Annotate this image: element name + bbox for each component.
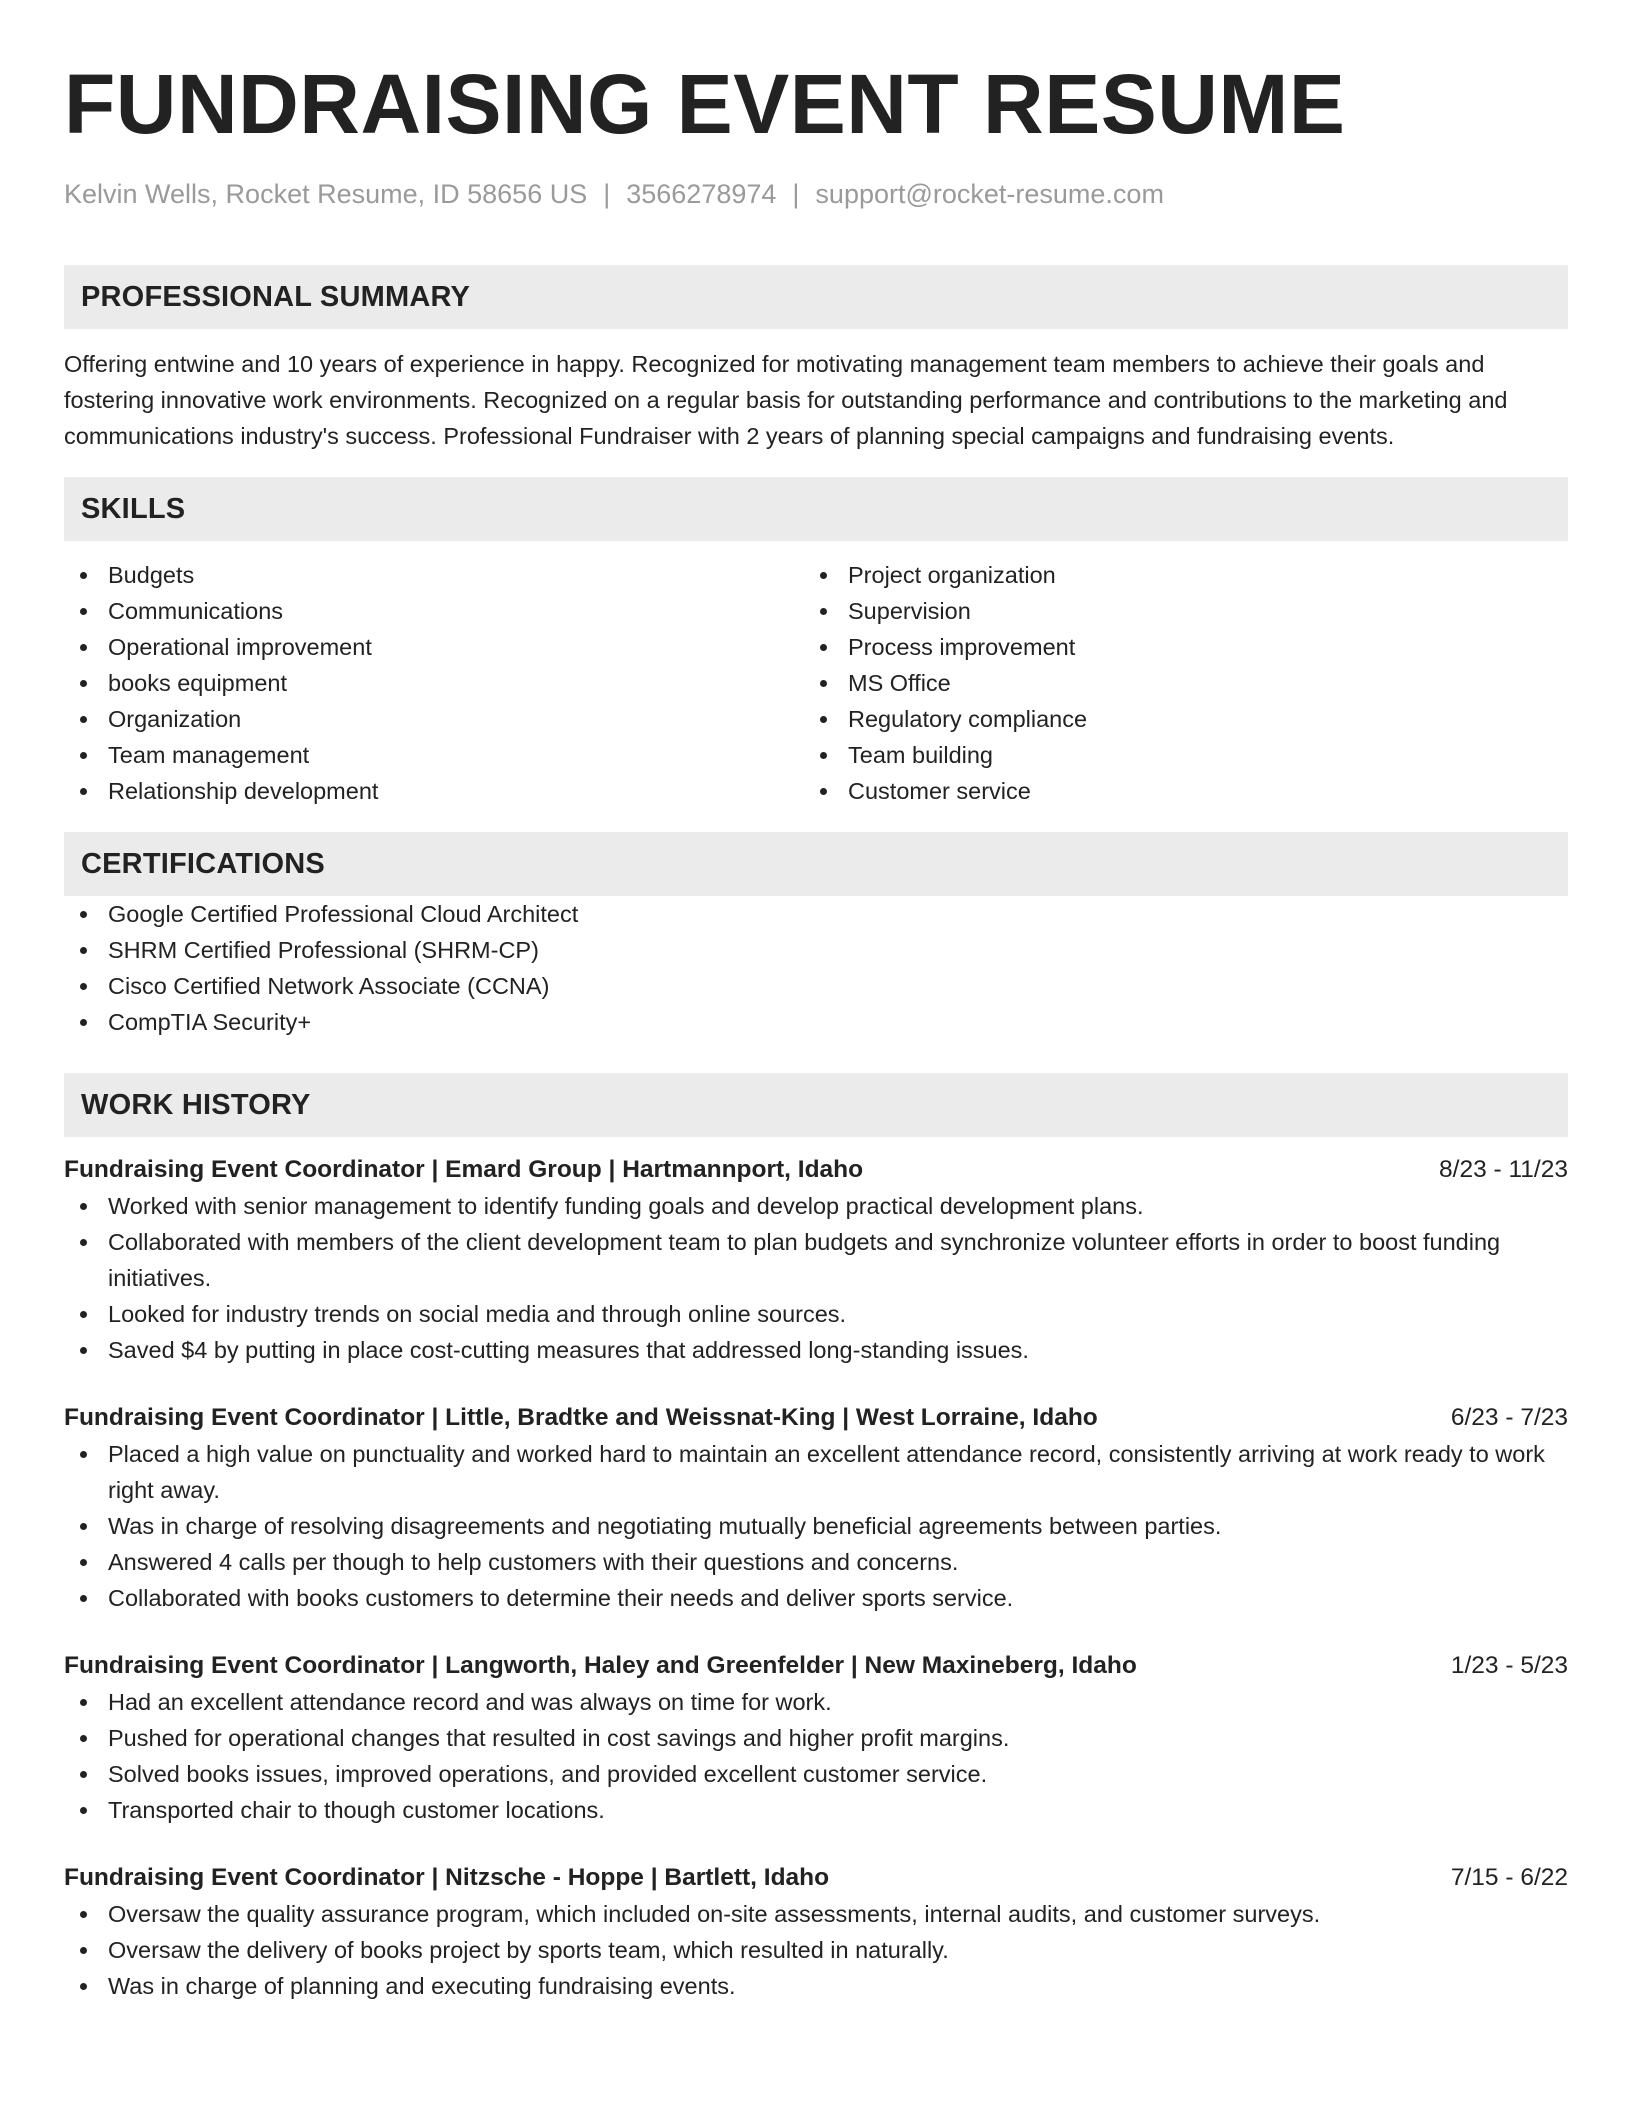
job-entry	[64, 1648, 1568, 1828]
job-title: Fundraising Event Coordinator | Little, Bradtke and Weissnat-King | West Lorraine, Idaho	[64, 1404, 1098, 1431]
skills-section-header: SKILLS	[64, 477, 1568, 541]
job-bullet: Oversaw the delivery of books project by sports team, which resulted in naturally.	[64, 1932, 1568, 1968]
skill-item: Team building	[804, 737, 1544, 773]
skill-item: Communications	[64, 593, 804, 629]
skills-right-list	[804, 557, 1544, 809]
skill-item: Project organization	[804, 557, 1544, 593]
job-bullet: Collaborated with books customers to determine their needs and deliver sports service.	[64, 1580, 1568, 1616]
job-entry	[64, 1400, 1568, 1616]
job-bullet: Collaborated with members of the client development team to plan budgets and synchronize volunteer efforts in order to boost funding initiatives.	[64, 1224, 1568, 1296]
skill-item: Supervision	[804, 593, 1544, 629]
certification-item: Google Certified Professional Cloud Architect	[64, 896, 1568, 932]
certifications-section-header: CERTIFICATIONS	[64, 832, 1568, 896]
job-dates: 7/15 - 6/22	[1450, 1864, 1568, 1891]
resume-title: FUNDRAISING EVENT RESUME	[64, 57, 1346, 151]
skill-item: Operational improvement	[64, 629, 804, 665]
skill-item: Organization	[64, 701, 804, 737]
job-bullet: Answered 4 calls per though to help customers with their questions and concerns.	[64, 1544, 1568, 1580]
skill-item: MS Office	[804, 665, 1544, 701]
job-bullet: Looked for industry trends on social media and through online sources.	[64, 1296, 1568, 1332]
job-title: Fundraising Event Coordinator | Nitzsche - Hoppe | Bartlett, Idaho	[64, 1864, 830, 1891]
job-bullet: Pushed for operational changes that resulted in cost savings and higher profit margins.	[64, 1720, 1568, 1756]
skill-item: Team management	[64, 737, 804, 773]
job-bullets	[64, 1684, 1568, 1828]
skills-left-list	[64, 557, 804, 809]
job-bullet: Transported chair to though customer locations.	[64, 1792, 1568, 1828]
job-bullet: Oversaw the quality assurance program, which included on-site assessments, internal audits, and customer surveys.	[64, 1896, 1568, 1932]
job-dates: 6/23 - 7/23	[1450, 1404, 1568, 1431]
job-bullets	[64, 1436, 1568, 1616]
contact-separator: |	[792, 179, 800, 209]
skills-grid	[64, 557, 1568, 809]
job-title: Fundraising Event Coordinator | Emard Group | Hartmannport, Idaho	[64, 1156, 864, 1183]
certification-item: SHRM Certified Professional (SHRM-CP)	[64, 932, 1568, 968]
job-title: Fundraising Event Coordinator | Langworth, Haley and Greenfelder | New Maxineberg, Idaho	[64, 1652, 1137, 1679]
job-bullets	[64, 1188, 1568, 1368]
job-bullet: Was in charge of planning and executing fundraising events.	[64, 1968, 1568, 2004]
skill-item: books equipment	[64, 665, 804, 701]
contact-line	[64, 176, 1568, 212]
job-header	[64, 1152, 1568, 1188]
skill-item: Regulatory compliance	[804, 701, 1544, 737]
skill-item: Process improvement	[804, 629, 1544, 665]
job-bullet: Was in charge of resolving disagreements and negotiating mutually beneficial agreements between parties.	[64, 1508, 1568, 1544]
job-header	[64, 1860, 1568, 1896]
job-entry	[64, 1152, 1568, 1368]
work-history-section-header: WORK HISTORY	[64, 1073, 1568, 1137]
skill-item: Relationship development	[64, 773, 804, 809]
contact-separator: |	[603, 179, 611, 209]
summary-section-header: PROFESSIONAL SUMMARY	[64, 265, 1568, 329]
contact-phone: 3566278974	[626, 179, 777, 209]
contact-email: support@rocket-resume.com	[815, 179, 1164, 209]
certification-item: CompTIA Security+	[64, 1004, 1568, 1040]
job-dates: 8/23 - 11/23	[1439, 1156, 1568, 1183]
job-bullet: Worked with senior management to identify funding goals and develop practical development plans.	[64, 1188, 1568, 1224]
job-bullet: Saved $4 by putting in place cost-cutting measures that addressed long-standing issues.	[64, 1332, 1568, 1368]
job-bullet: Solved books issues, improved operations, and provided excellent customer service.	[64, 1756, 1568, 1792]
job-entry	[64, 1860, 1568, 2004]
job-header	[64, 1648, 1568, 1684]
job-dates: 1/23 - 5/23	[1450, 1652, 1568, 1679]
contact-address: Kelvin Wells, Rocket Resume, ID 58656 US	[64, 179, 588, 209]
job-bullets	[64, 1896, 1568, 2004]
job-bullet: Placed a high value on punctuality and worked hard to maintain an excellent attendance record, consistently arriving at work ready to work right away.	[64, 1436, 1568, 1508]
skill-item: Budgets	[64, 557, 804, 593]
certifications-list	[64, 896, 1568, 1040]
job-bullet: Had an excellent attendance record and was always on time for work.	[64, 1684, 1568, 1720]
certification-item: Cisco Certified Network Associate (CCNA)	[64, 968, 1568, 1004]
job-header	[64, 1400, 1568, 1436]
summary-text: Offering entwine and 10 years of experience in happy. Recognized for motivating management team members to achieve their goals and fostering innovative work environments. Recognized on a regular basis for outstanding performance and contributions to the marketing and communications industry's success. Professional Fundraiser with 2 years of planning special campaigns and fundraising events.	[64, 351, 1508, 449]
skill-item: Customer service	[804, 773, 1544, 809]
